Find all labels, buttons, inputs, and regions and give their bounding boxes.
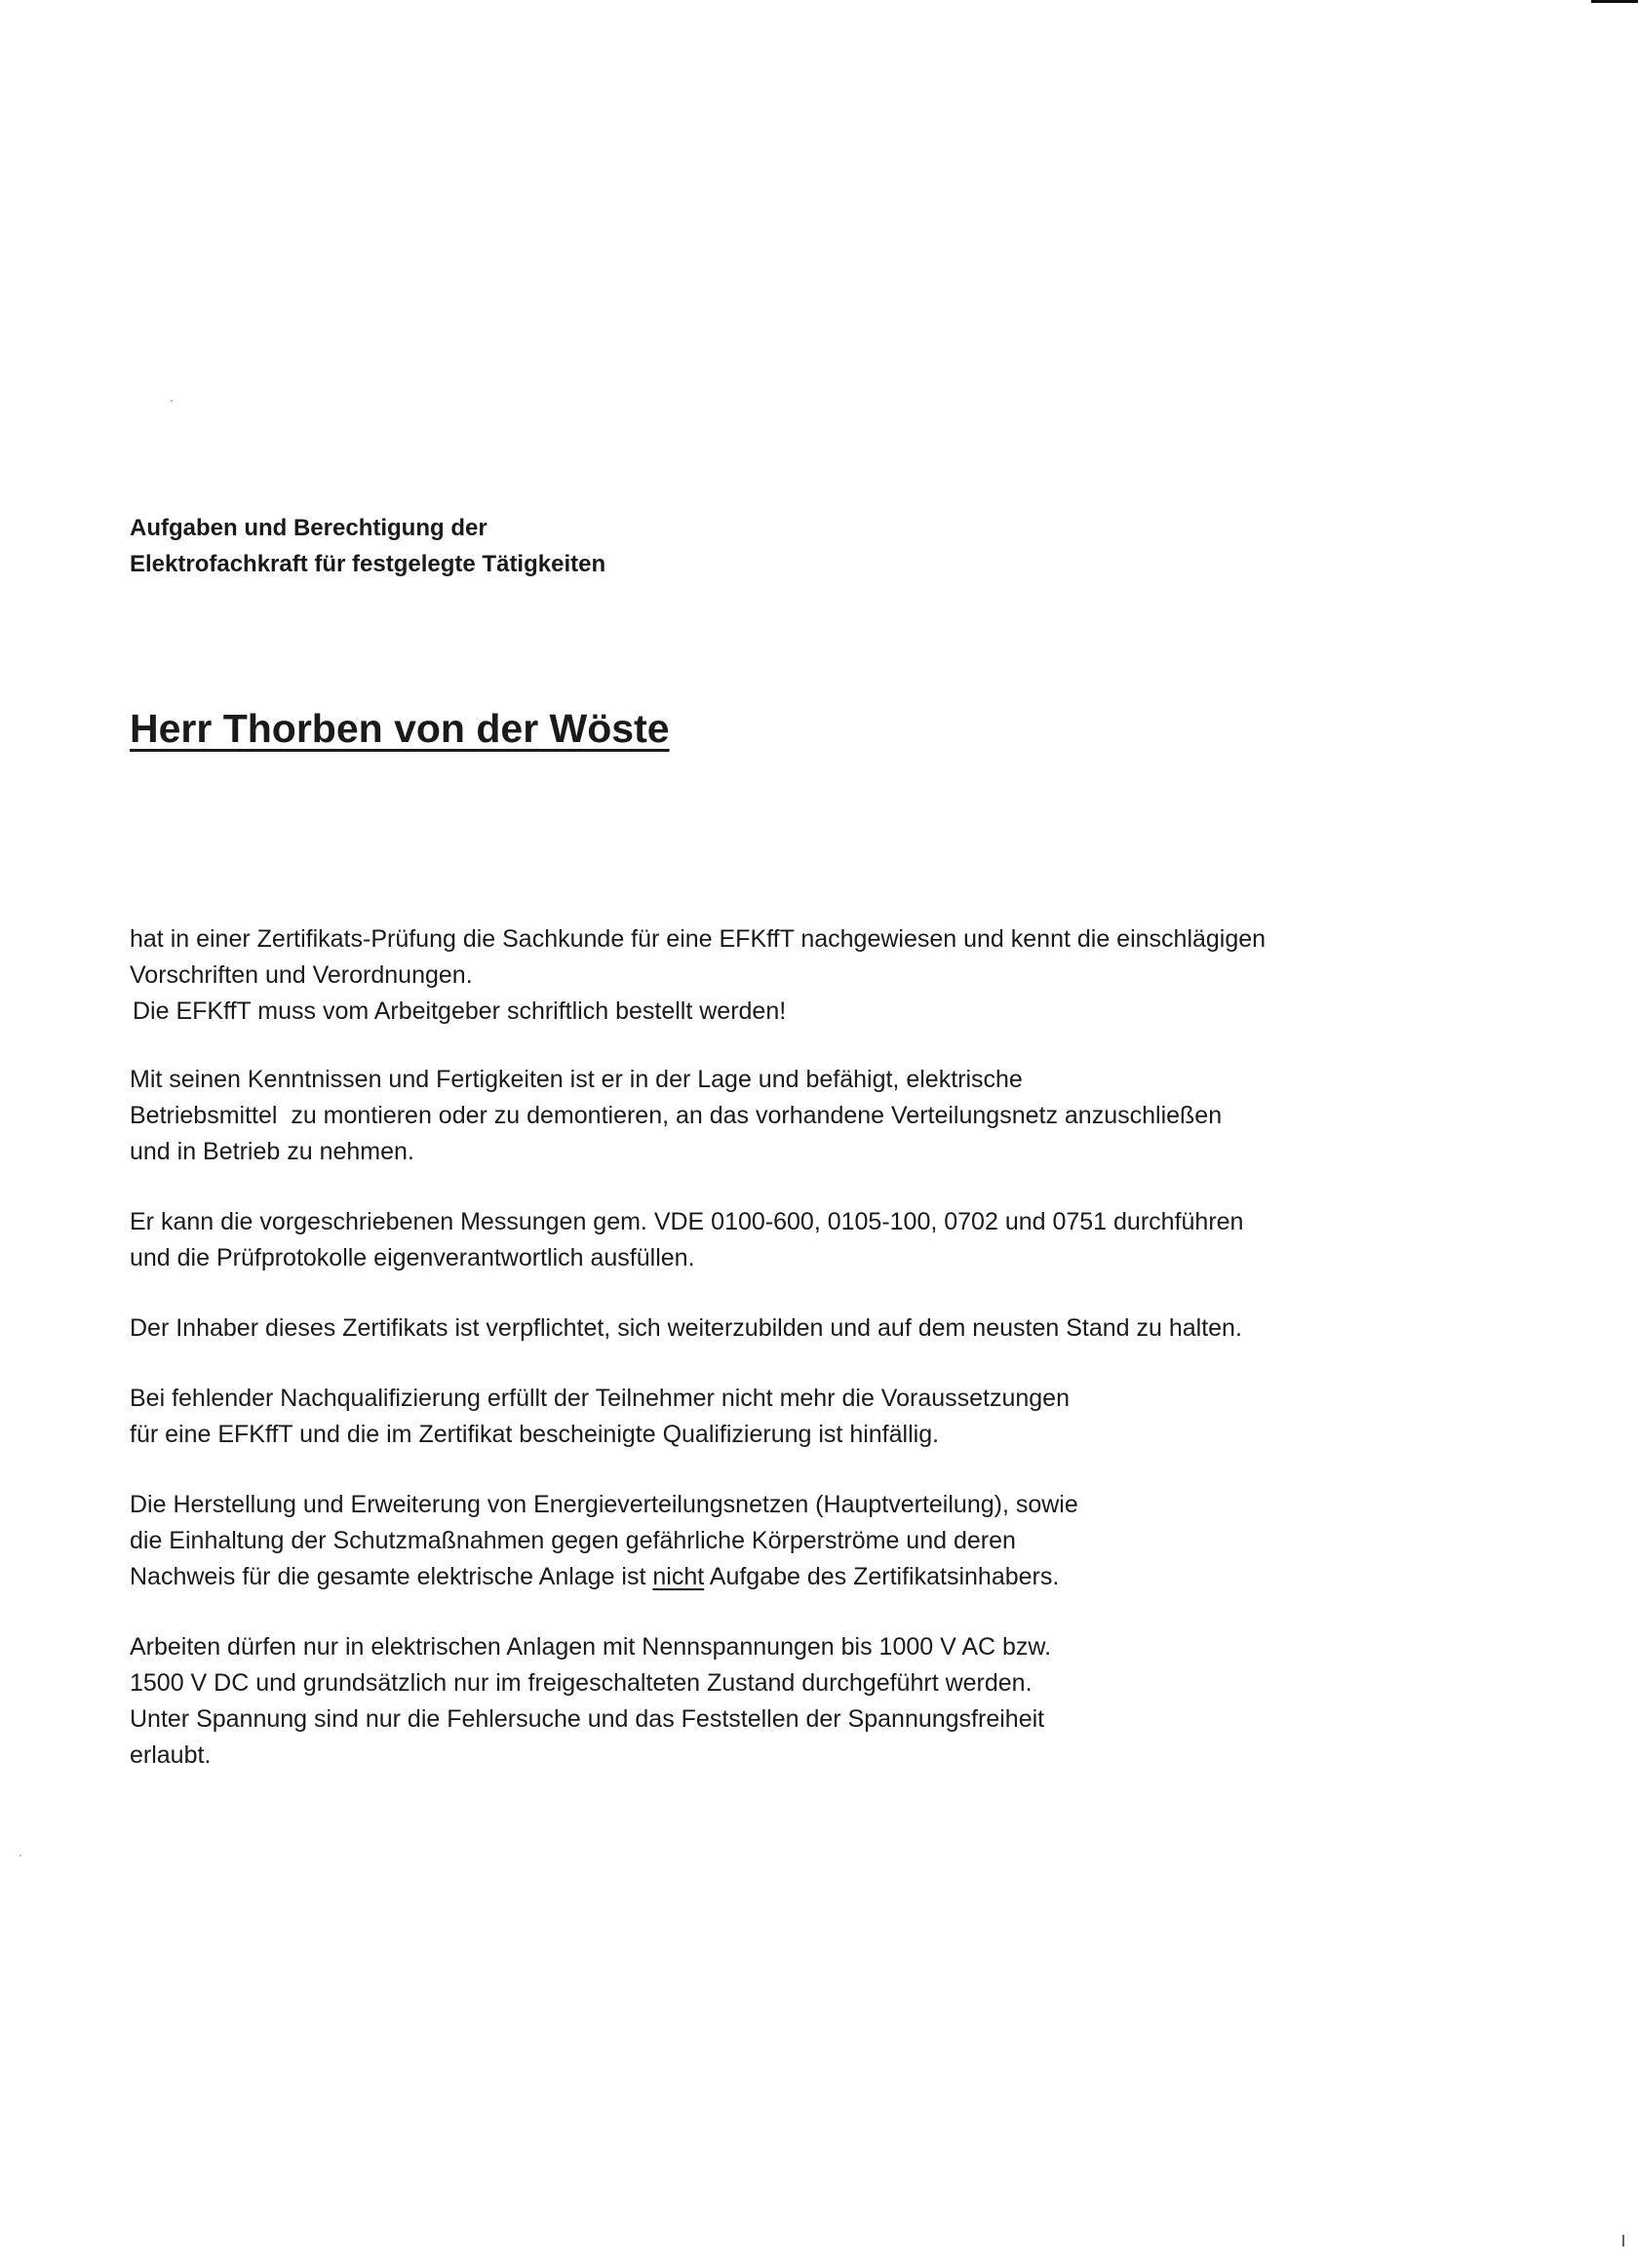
text-line: Der Inhaber dieses Zertifikats ist verpflichtet, sich weiterzubilden und auf dem neusten Stand zu halten.: [130, 1314, 1242, 1342]
paragraph-sachkunde: [130, 921, 1436, 1030]
text-line: 1500 V DC und grundsätzlich nur im freigeschalteten Zustand durchgeführt werden.: [130, 1669, 1033, 1697]
emphasized-word: nicht: [652, 1563, 705, 1590]
scan-edge-mark-bottom: [1622, 2235, 1624, 2247]
text-line: Er kann die vorgeschriebenen Messungen gem. VDE 0100-600, 0105-100, 0702 und 0751 durchführen: [130, 1208, 1244, 1235]
paragraph-weiterbildung: [130, 1310, 1436, 1347]
text-line: hat in einer Zertifikats-Prüfung die Sachkunde für eine EFKffT nachgewiesen und kennt die einschlägigen: [130, 925, 1267, 953]
paragraph-nachqualifizierung: [130, 1381, 1436, 1453]
text-line: und in Betrieb zu nehmen.: [130, 1138, 414, 1165]
scan-edge-mark: [1591, 0, 1638, 3]
paragraph-herstellung: [130, 1487, 1436, 1595]
document-header: [130, 510, 605, 582]
text-line: Betriebsmittel zu montieren oder zu demontieren, an das vorhandene Verteilungsnetz anzuschließen: [130, 1102, 1223, 1129]
text-segment: Nachweis für die gesamte elektrische Anlage ist: [130, 1563, 653, 1590]
scan-speck: [20, 1855, 21, 1857]
paragraph-arbeiten: [130, 1629, 1436, 1774]
header-line-1: Aufgaben und Berechtigung der: [130, 515, 488, 541]
text-line: Vorschriften und Verordnungen.: [130, 961, 473, 989]
text-line: für eine EFKffT und die im Zertifikat bescheinigte Qualifizierung ist hinfällig.: [130, 1421, 940, 1448]
text-line: Bei fehlender Nachqualifizierung erfüllt der Teilnehmer nicht mehr die Voraussetzungen: [130, 1385, 1070, 1412]
header-line-2: Elektrofachkraft für festgelegte Tätigkeiten: [130, 551, 606, 577]
paragraph-messungen: [130, 1204, 1436, 1276]
text-line: und die Prüfprotokolle eigenverantwortlich ausfüllen.: [130, 1244, 695, 1271]
person-name: Herr Thorben von der Wöste: [130, 706, 670, 751]
text-line: Unter Spannung sind nur die Fehlersuche und das Feststellen der Spannungsfreiheit: [130, 1705, 1045, 1733]
text-segment: Aufgabe des Zertifikatsinhabers.: [704, 1563, 1060, 1590]
text-line: Die EFKffT muss vom Arbeitgeber schriftlich bestellt werden!: [133, 997, 787, 1025]
text-line: Die Herstellung und Erweiterung von Energieverteilungsnetzen (Hauptverteilung), sowie: [130, 1491, 1078, 1518]
text-line: die Einhaltung der Schutzmaßnahmen gegen gefährliche Körperströme und deren: [130, 1527, 1016, 1554]
text-line: Arbeiten dürfen nur in elektrischen Anlagen mit Nennspannungen bis 1000 V AC bzw.: [130, 1633, 1052, 1661]
text-line: [130, 1559, 1436, 1595]
scan-speck: [171, 400, 173, 402]
text-line: erlaubt.: [130, 1741, 212, 1769]
body-text: [130, 921, 1436, 1774]
text-line: Mit seinen Kenntnissen und Fertigkeiten ist er in der Lage und befähigt, elektrische: [130, 1066, 1023, 1093]
paragraph-kenntnisse: [130, 1062, 1436, 1170]
